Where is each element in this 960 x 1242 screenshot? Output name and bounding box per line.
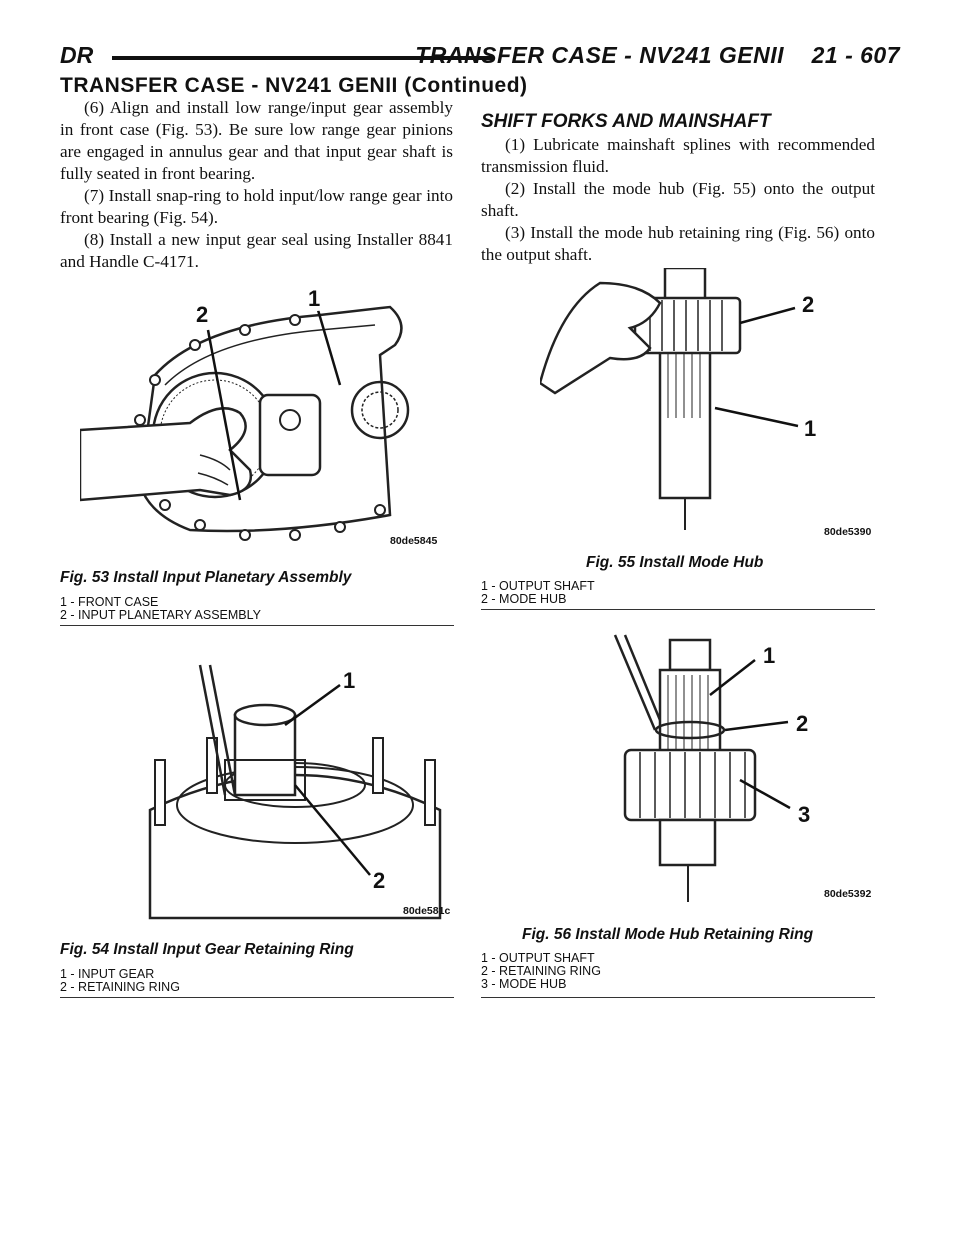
section-title: SHIFT FORKS AND MAINSHAFT (481, 111, 771, 132)
fig54-illustration (145, 660, 455, 920)
header-left: DR (60, 42, 94, 68)
step-2: (2) Install the mode hub (Fig. 55) onto the output shaft. (481, 179, 875, 220)
fig53-callout-1: 1 (308, 286, 321, 311)
header-right: TRANSFER CASE - NV241 GENII 21 - 607 (415, 42, 900, 68)
fig56-legend-2: 2 - RETAINING RING (481, 964, 601, 978)
fig56-callout-2: 2 (796, 711, 809, 736)
fig55-legend-2: 2 - MODE HUB (481, 592, 567, 606)
fig56-title: Fig. 56 Install Mode Hub Retaining Ring (522, 926, 814, 943)
fig53-legend (60, 596, 261, 622)
fig56-illustration (570, 630, 870, 905)
fig56-legend-1: 1 - OUTPUT SHAFT (481, 951, 595, 965)
fig56-rule (481, 997, 875, 998)
fig55-legend (481, 580, 595, 606)
fig53-legend-1: 1 - FRONT CASE (60, 595, 159, 609)
step-8: (8) Install a new input gear seal using Installer 8841 and Handle C-4171. (60, 230, 453, 271)
continued-heading: TRANSFER CASE - NV241 GENII (Continued) (60, 74, 528, 97)
right-column-text (481, 134, 875, 266)
step-6: (6) Align and install low range/input gear assembly in front case (Fig. 53). Be sure low range gear pinions are engaged in annulus gear and that input gear shaft is fully seated in front bearing. (60, 98, 453, 183)
fig54-legend (60, 968, 180, 994)
fig54-callout-1: 1 (343, 668, 356, 693)
left-column-text (60, 97, 453, 273)
step-7: (7) Install snap-ring to hold input/low range gear into front bearing (Fig. 54). (60, 186, 453, 227)
fig54-title: Fig. 54 Install Input Gear Retaining Ring (60, 941, 354, 958)
fig54-rule (60, 997, 454, 998)
fig55-legend-1: 1 - OUTPUT SHAFT (481, 579, 595, 593)
fig53-title: Fig. 53 Install Input Planetary Assembly (60, 569, 352, 586)
fig53-code: 80de5845 (390, 535, 438, 547)
fig54-code: 80de581c (403, 905, 451, 917)
fig55-rule (481, 609, 875, 610)
fig56-callout-1: 1 (763, 643, 776, 668)
fig55-code: 80de5390 (824, 526, 872, 538)
fig53-rule (60, 625, 454, 626)
fig55-callout-1: 1 (804, 416, 817, 441)
step-1: (1) Lubricate mainshaft splines with recommended transmission fluid. (481, 135, 875, 176)
fig56-legend (481, 952, 601, 991)
fig56-legend-3: 3 - MODE HUB (481, 977, 567, 991)
fig56-code: 80de5392 (824, 888, 872, 900)
fig54-callout-2: 2 (373, 868, 386, 893)
fig55-title: Fig. 55 Install Mode Hub (586, 554, 764, 571)
fig55-callout-2: 2 (802, 292, 815, 317)
step-3: (3) Install the mode hub retaining ring (Fig. 56) onto the output shaft. (481, 223, 875, 264)
fig56-callout-3: 3 (798, 802, 811, 827)
fig55-illustration (540, 268, 872, 538)
fig53-illustration (80, 285, 455, 550)
fig54-legend-2: 2 - RETAINING RING (60, 980, 180, 994)
fig53-callout-2: 2 (196, 302, 209, 327)
fig53-legend-2: 2 - INPUT PLANETARY ASSEMBLY (60, 608, 262, 622)
fig54-legend-1: 1 - INPUT GEAR (60, 967, 155, 981)
